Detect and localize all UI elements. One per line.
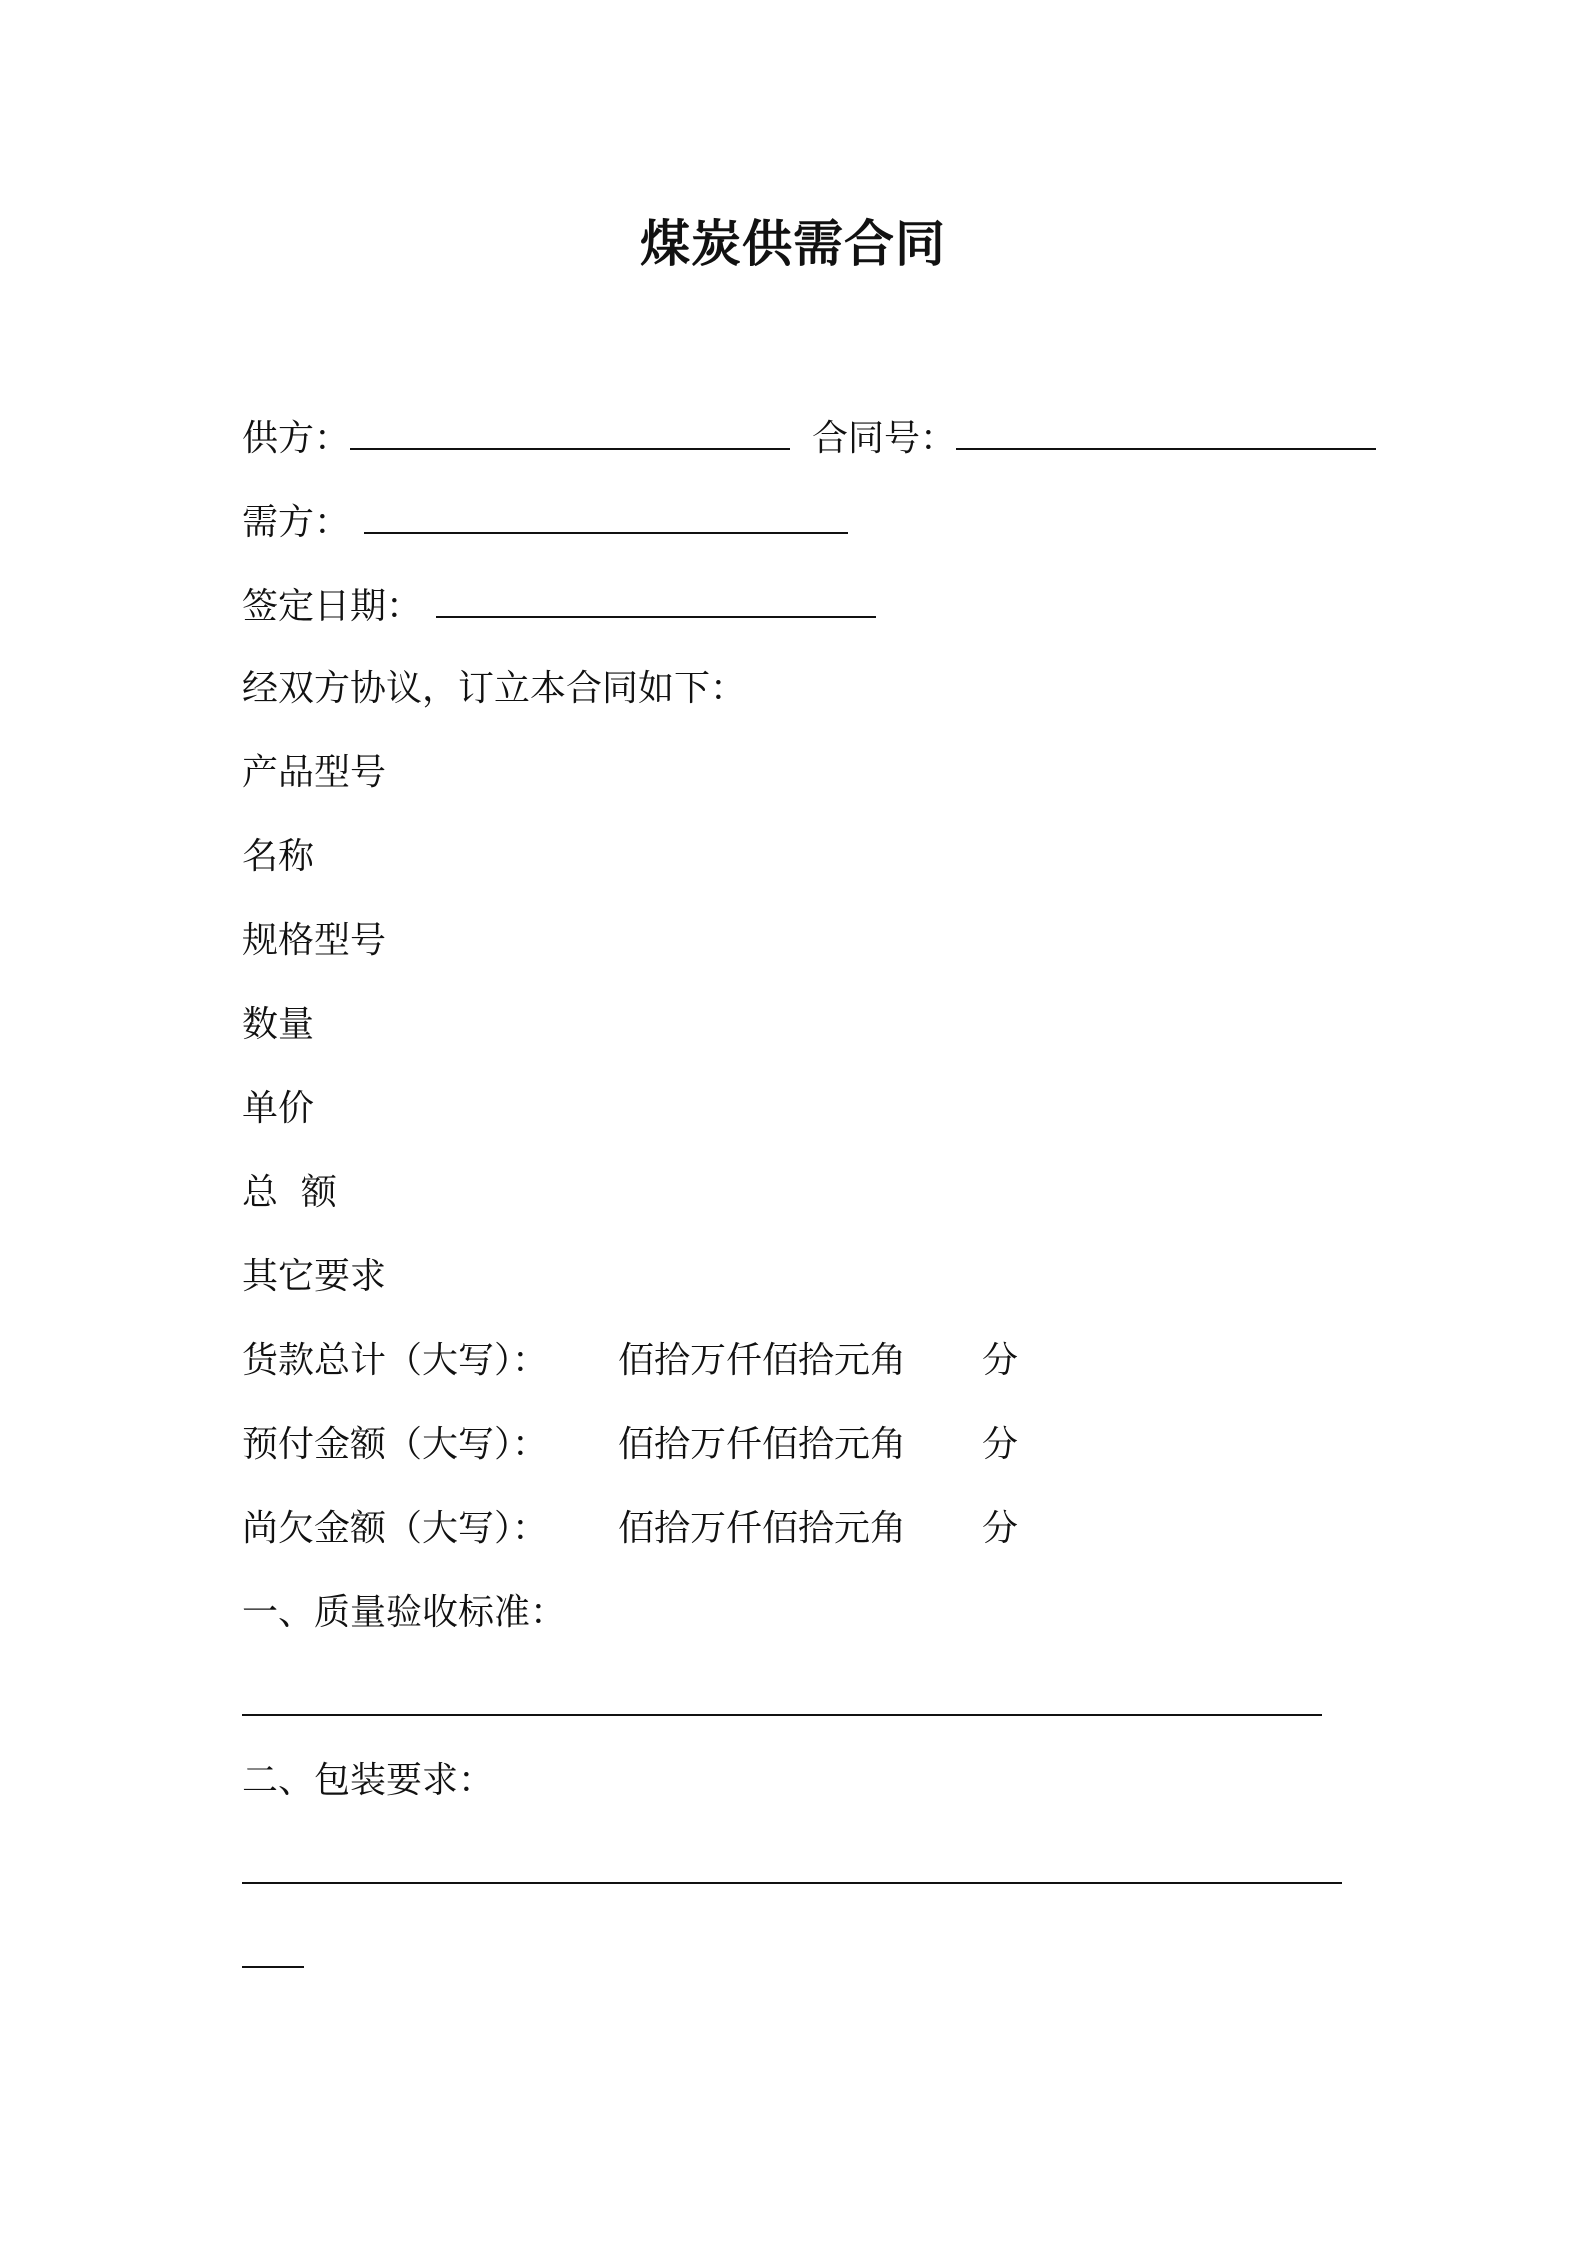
item-other-requirements: 其它要求 — [242, 1256, 387, 1297]
packaging-blank-continued[interactable] — [242, 1966, 304, 1968]
amount-label: 尚欠金额（大写）： — [242, 1508, 549, 1549]
item-total: 总 额 — [242, 1172, 337, 1213]
amount-fen: 分 — [982, 1340, 1019, 1381]
supplier-row — [242, 412, 1376, 464]
buyer-blank[interactable] — [364, 496, 848, 534]
supplier-label: 供方： — [242, 418, 351, 459]
amount-fen: 分 — [982, 1424, 1019, 1465]
amount-units: 佰拾万仟佰拾元角 — [618, 1508, 907, 1549]
item-unit-price: 单价 — [242, 1088, 315, 1129]
sign-date-row — [242, 580, 876, 632]
packaging-blank[interactable] — [242, 1882, 1342, 1884]
contract-no-blank[interactable] — [956, 412, 1376, 450]
amount-row-total — [242, 1336, 1018, 1386]
amount-units: 佰拾万仟佰拾元角 — [618, 1340, 907, 1381]
item-name: 名称 — [242, 836, 315, 877]
buyer-label: 需方： — [242, 502, 351, 543]
amount-row-outstanding — [242, 1504, 1018, 1554]
sign-date-label: 签定日期： — [242, 586, 423, 627]
intro-text: 经双方协议，订立本合同如下： — [242, 668, 747, 709]
supplier-blank[interactable] — [350, 412, 790, 450]
amount-units: 佰拾万仟佰拾元角 — [618, 1424, 907, 1465]
item-spec-model: 规格型号 — [242, 920, 387, 961]
amount-fen: 分 — [982, 1508, 1019, 1549]
quality-standard-blank[interactable] — [242, 1714, 1322, 1716]
item-product-model: 产品型号 — [242, 752, 387, 793]
section-packaging-heading: 二、包装要求： — [242, 1760, 495, 1801]
contract-no-label: 合同号： — [812, 418, 957, 459]
amount-row-prepaid — [242, 1420, 1018, 1470]
item-quantity: 数量 — [242, 1004, 315, 1045]
buyer-row — [242, 496, 848, 548]
amount-label: 预付金额（大写）： — [242, 1424, 549, 1465]
sign-date-blank[interactable] — [436, 580, 876, 618]
section-quality-heading: 一、质量验收标准： — [242, 1592, 567, 1633]
document-title: 煤炭供需合同 — [640, 215, 946, 273]
amount-label: 货款总计（大写）： — [242, 1340, 549, 1381]
